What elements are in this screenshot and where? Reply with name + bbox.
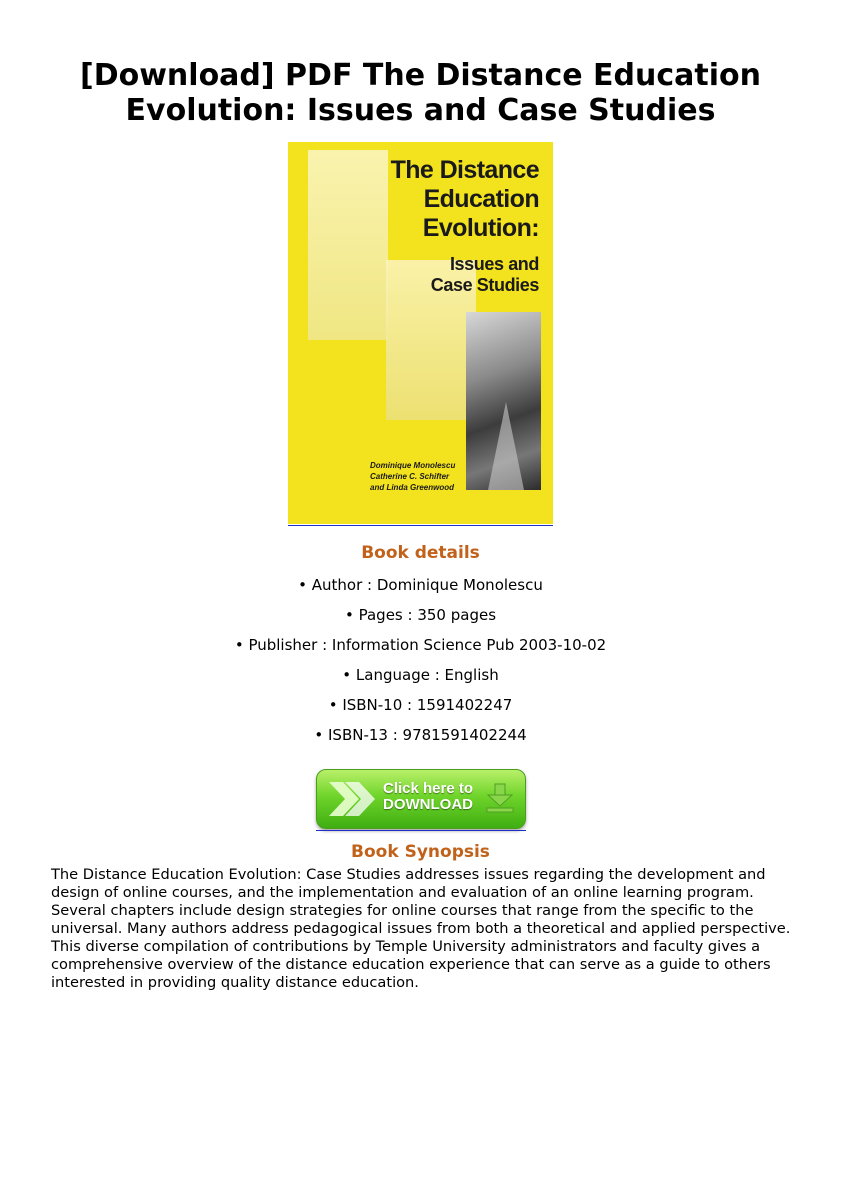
detail-text: Publisher : Information Science Pub 2003-10-02 <box>248 636 607 654</box>
cover-graphic-panel <box>308 150 388 340</box>
cover-title-line: The Distance <box>390 156 539 184</box>
cover-link-underline <box>288 525 553 526</box>
cover-title-line: Education <box>423 185 539 213</box>
book-synopsis-heading: Book Synopsis <box>351 842 490 862</box>
download-link-underline <box>316 830 526 831</box>
detail-publisher: • Publisher : Information Science Pub 2003-10-02 <box>234 636 607 654</box>
cover-subtitle-line: Issues and <box>449 254 539 274</box>
download-arrow-icon <box>485 782 515 814</box>
cover-authors <box>370 460 455 493</box>
book-cover[interactable] <box>288 142 553 524</box>
download-button-line: Click here to <box>383 780 474 797</box>
cover-author-line: Dominique Monolescu <box>370 461 456 470</box>
detail-text: Language : English <box>355 666 499 684</box>
detail-text: Pages : 350 pages <box>358 606 497 624</box>
detail-pages: • Pages : 350 pages <box>344 606 497 624</box>
synopsis-text: The Distance Education Evolution: Case Studies addresses issues regarding the development and design of online courses, and the implementation and evaluation of an online learning program. Several chapters include design strategies for online courses that range from the specific to the universal. Many authors address pedagogical issues from both a theoretical and applied perspective. This diverse compilation of contributions by Temple University administrators and faculty gives a comprehensive overview of the distance education experience that can serve as a guide to others interested in providing quality distance education. <box>51 866 791 991</box>
cover-subtitle-line: Case Studies <box>430 275 539 295</box>
download-button-line: DOWNLOAD <box>383 796 473 813</box>
download-button-label <box>383 781 473 813</box>
download-button[interactable] <box>316 769 526 829</box>
cover-subtitle <box>431 254 539 296</box>
detail-text: Author : Dominique Monolescu <box>311 576 543 594</box>
book-details-heading: Book details <box>361 543 480 563</box>
cover-author-line: Catherine C. Schifter <box>370 472 450 481</box>
cover-author-line: and Linda Greenwood <box>370 483 455 492</box>
detail-isbn10: • ISBN-10 : 1591402247 <box>328 696 513 714</box>
detail-author: • Author : Dominique Monolescu <box>298 576 543 594</box>
cover-road-graphic <box>488 402 524 490</box>
book-details-list <box>0 570 841 750</box>
cover-title-line: Evolution: <box>422 214 539 242</box>
chevron-right-icon <box>327 780 379 818</box>
page-title: [Download] PDF The Distance Education Evolution: Issues and Case Studies <box>79 58 761 128</box>
detail-language: • Language : English <box>342 666 499 684</box>
detail-text: ISBN-13 : 9781591402244 <box>328 726 527 744</box>
detail-isbn13: • ISBN-13 : 9781591402244 <box>314 726 527 744</box>
cover-title <box>391 156 539 243</box>
detail-text: ISBN-10 : 1591402247 <box>342 696 513 714</box>
